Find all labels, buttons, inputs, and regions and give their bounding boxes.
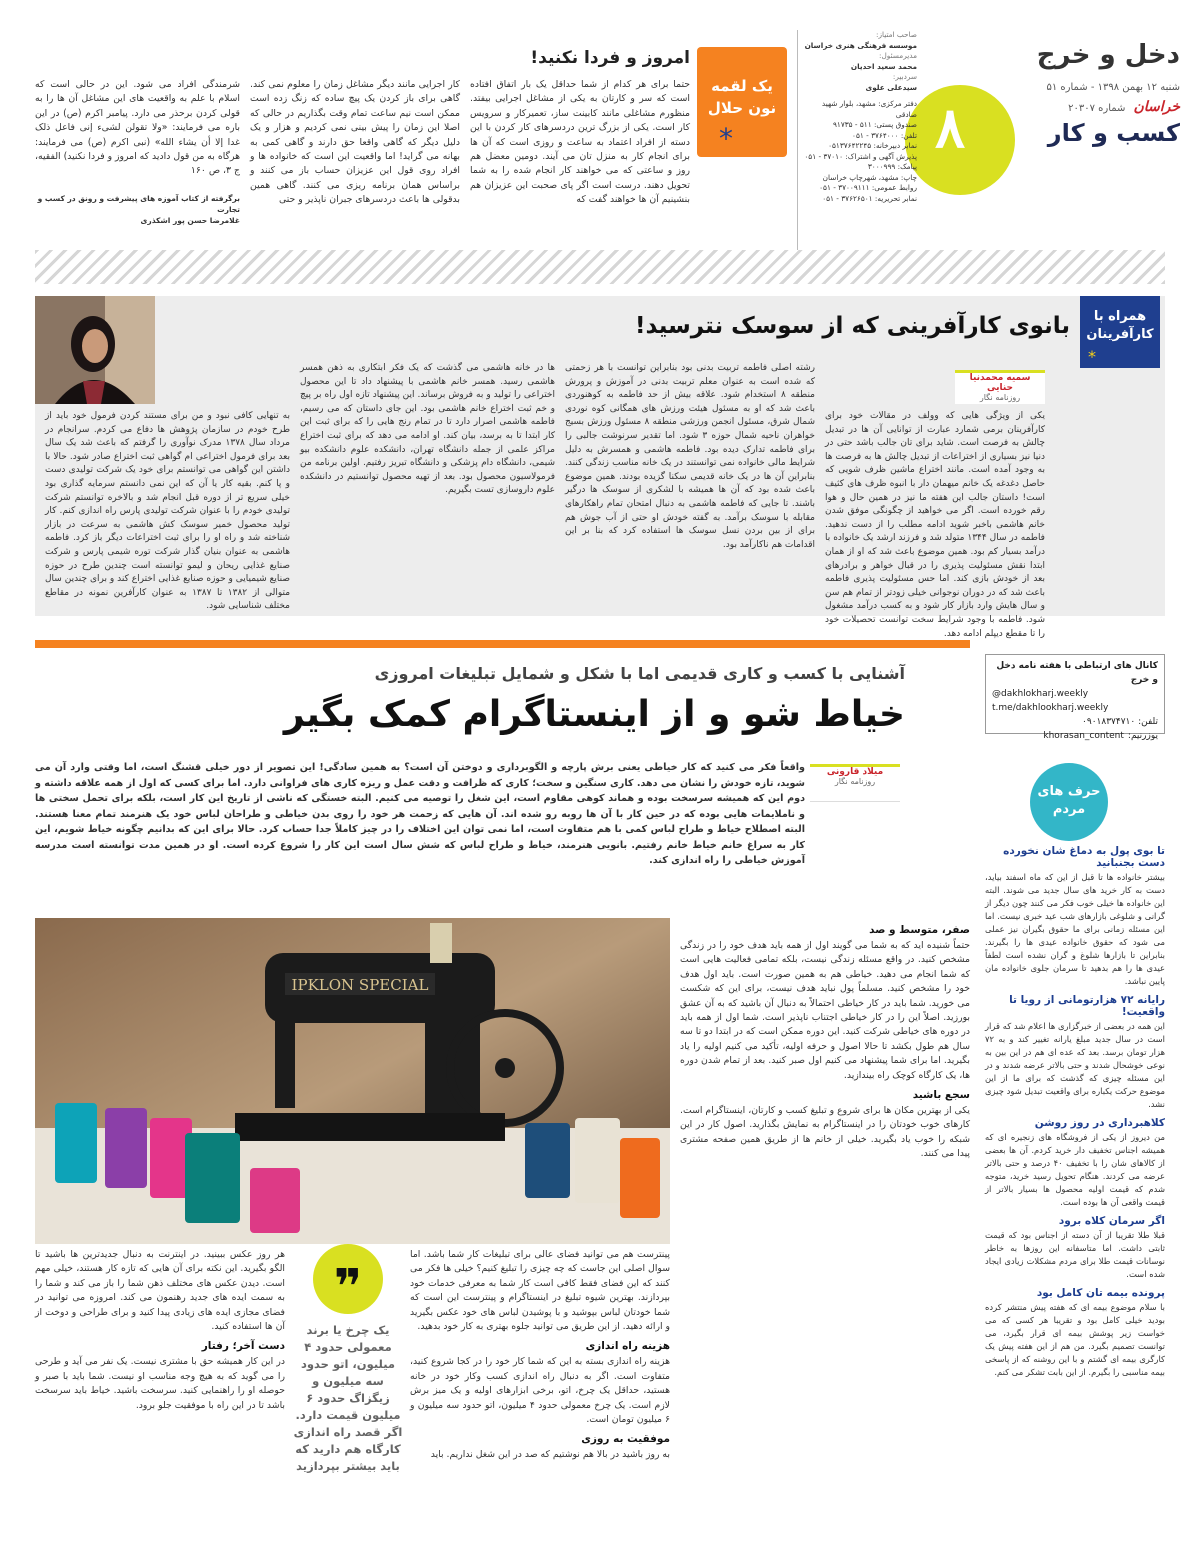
subheading: دست آخر؛ رفتار — [201, 1340, 285, 1353]
owner-label: صاحب امتیاز: — [876, 30, 917, 39]
interview-badge-text: همراه با کارآفرینان — [1086, 309, 1154, 342]
sidebar-item-title: پرونده بیمه تان کامل بود — [1036, 1287, 1165, 1299]
director: محمد سعید احدیان — [850, 61, 917, 71]
section-body: پینترست هم می توانید فضای عالی برای تبلیغات کار شما باشد. اما سوال اصلی این جاست که چه چیزی را تبلیغ کنیم؟ خیلی ها فکر می کنند که این فضای فقط کافی است کار شما به معرفی خدمات خود بپردازند. بهترین شیوه تبلیغ در اینستاگرام و پینترست این است که شما خودتان لباس بپوشید و با پوشیدن لباس های خود عکس بگیرید و ارائه دهید. از این طریق می توانید جلوه بهتری به کار خود بدهید. — [410, 1249, 670, 1333]
column-text-2: کار اجرایی مانند دیگر مشاغل زمان را معلوم نمی کند. گاهی برای باز کردن یک پیچ ساده که زنگ زده است ممکن است نیم ساعت تمام وقت بگذاریم در حالی که اصلا این زمان را پیش بینی نمی کردیم و هزار و یک دلیل دیگر که گاهی واقعا حق دارند و گاهی کمی به بهانه می گراید! اما واقعیت این است که خانواده ها و افراد روی قول این عزیزان حساب باز می کنند و براساس همان برنامه ریزی می کنند. گاهی همین بدقولی ها باعث دردسرهای جبران ناپذیر و حتی — [250, 79, 460, 206]
column-badge-text: یک لقمه نون حلال — [707, 77, 777, 117]
sidebar-item-title: اگر سرمان کلاه برود — [1058, 1215, 1165, 1227]
paper-issue: شماره ۲۰۳۰۷ — [1068, 103, 1126, 114]
quote-text: یک چرخ یا برند معمولی حدود ۴ میلیون، اتو حدود سه میلیون و زیگزاگ حدود ۶ میلیون قیمت دارد. اگر قصد راه اندازی کارگاه هم دارید که باید بیشتر بپردازید — [293, 1323, 403, 1473]
interview-col-2: رشته اصلی فاطمه تربیت بدنی بود بنابراین توانست با هر زحمتی که شده است به عنوان معلم تربیت بدنی در آموزش و پرورش منطقه ۸ استخدام شود. علاقه بیش از حد فاطمه به کوهنوردی باعث شد که او به مسئول هیئت ورزش های همگانی کوه نوردی شمال شرق، مسئول انجمن ورزشی منطقه ۸ مسئول ورزش بسیج خواهران ناحیه شمال حوزه ۳ شود. اما تقدیر سرنوشت جالبی را برای فاطمه تدارک دیده بود. فاطمه هاشمی و همسرش به دلیل شرایط مالی خانواده نمی توانستند در یک خانه مناسب زندگی کنند. بنابراین آن ها در یک خانه قدیمی سکنا گزیده بودند. همین موضوع باعث شده بود که آن ها همیشه با لشکری از سوسک ها درگیر باشند. تا جایی که فاطمه هاشمی به دنبال امتحان تمام راهکارهای مقابله با سوسک برآمد. به گفته خودش او حتی از آب جوش هم برای از بین بردن نسل سوسک ها استفاده کرد که بنا بر این اقدامات هم ناکارآمد بود. — [565, 363, 815, 550]
sidebar-item-body: این همه در بعضی از خبرگزاری ها اعلام شد که قرار است در سال جدید مبلغ یارانه تغییر کند و به ۷۲ هزار تومان برسد. بعد که عده ای هم در این بین به نوعی خوشحال شدند و حتی بالاتر عرضه شدند و در این مسئله چیزی که گذشت که برای ما از این موضوع حرکت یکباره برای واقعیت تبدیل شود چیزی نشد. — [985, 1021, 1165, 1109]
section-body: به روز باشید در بالا هم نوشتیم که صد در این شغل نداریم. باید — [430, 1449, 670, 1461]
column-badge — [697, 47, 787, 157]
subheading: موفقیت به روزی — [581, 1433, 670, 1446]
sidebar-item-body: من دیروز از یکی از فروشگاه های زنجیره ای که همیشه اجناس تخفیف دار خرید کردم. آن ها بعضی از کالاهای شان را با تخفیف ۴۰ درصد و حتی بالاتر عرضه می کردند. هنگام تحویل رسید خرید، متوجه شدم که قیمت اولیه محصول ها بسیار بالاتر از قیمت واقعی آن ها بوده است. — [985, 1132, 1166, 1207]
source-title: برگرفته از کتاب آموزه های پیشرفت و رونق در کسب و تجارت — [37, 194, 240, 214]
page-number: ۸ — [935, 95, 966, 161]
divider-stripes — [35, 250, 1165, 284]
article-col-left — [35, 1248, 285, 1413]
sidebar-item-3 — [985, 1117, 1165, 1209]
svg-text:IPKLON SPECIAL: IPKLON SPECIAL — [291, 976, 429, 994]
interview-col-4: به تنهایی کافی نبود و من برای مستند کردن فرمول خود باید از طرح خودم در سازمان پژوهش ها دفاع می کردم. سرانجام در مرداد سال ۱۳۷۸ مدرک نوآوری را گرفتم که باعث شد یک سال بعد برای فرمول اختراعی ام گواهی ثبت اختراع صادر شود. حالا با داشتن این گواهی می توانستم برای خود یک شرکت تولیدی دست و پا کنم. بقیه کار یا آن که این نمی دانستم سرمایه گذاری بود خیلی سریع تر از دوره قبل انجام شد و بالاخره توانستم شرکت تولیدی خودم را با عنوان شرکت تولیدی پارس راه اندازی کنم. کار تولید محصول خمیر سوسک کش هاشمی به سرعت در بازار شناخته شد و راه او را برای ثبت اختراعات دیگر باز کرد. فاطمه هاشمی به عنوان بنیان گذار شرکت توره شیمی پارس و شرکت صنایع غذایی ریحان و لیمو توانسته است چندین طرح در حوزه صنایع شیمیایی و حوزه صنایع غذایی اختراع کند و برای چندین سال متوالی از ۱۳۸۲ تا ۱۳۸۷ به عنوان کارآفرین نمونه در مقاطع مختلف شناسایی شود. — [45, 411, 291, 612]
phone: تلفن: ۳۷۶۴۰۰۰ - ۰۵۱ — [852, 130, 917, 140]
article-rule — [35, 640, 970, 648]
instagram-link[interactable]: @dakhlokharj.weekly — [992, 689, 1089, 699]
interview-badge — [1080, 296, 1160, 368]
quote-icon: ❞ — [313, 1244, 383, 1314]
editor-label: سردبیر: — [892, 72, 917, 81]
paper-name: خراسان — [1133, 99, 1180, 115]
column-title: امروز و فردا نکنید! — [530, 48, 690, 68]
star-icon: * — [719, 122, 733, 155]
author-role: روزنامه نگار — [834, 777, 876, 786]
username-label: یوزرنیم: — [1127, 731, 1158, 741]
sidebar-item-title: تا بوی پول به دماغ شان نخورده دست بجنبانید — [1003, 845, 1165, 869]
section-body: در این کار همیشه حق با مشتری نیست. یک نفر می آید و طرحی را می گوید که به هیچ وجه مناسب او نیست. شما باید با صبر و حوصله او را راهنمایی کنید. سرسخت باشید. خیاط باید سرسخت باشد تا در این راه با موفقیت جلو برود. — [35, 1356, 285, 1411]
interview-headline: بانوی کارآفرینی که از سوسک نترسید! — [634, 313, 1070, 339]
article-kicker: آشنایی با کسب و کاری قدیمی اما با شکل و شمایل تبلیغات امروزی — [374, 664, 905, 683]
fax: نمابر دبیرخانه: ۰۵۱۳۷۶۴۲۲۴۵ — [828, 141, 917, 150]
sidebar-item-body: قبلا طلا تقریبا از آن دسته از اجناس بود که قیمت ثابتی داشت. اما متاسفانه این روزها به خاطر نوسانات قیمت طلا برای مردم مشکلات زیادی ایجاد شده است. — [985, 1230, 1165, 1279]
author-role: روزنامه نگار — [979, 393, 1021, 402]
logo: دخل و خرج — [1036, 40, 1180, 70]
section-body: یکی از بهترین مکان ها برای شروع و تبلیغ کسب و کارتان، اینستاگرام است. کارهای خوب خودتان را در اینستاگرام به نمایش بگذارید. اصول کار در این شبکه را خوب یاد بگیرید. خیلی از خانم ها از طریق همین صفحه مشتری پیدا می کنند. — [680, 1105, 970, 1160]
masthead — [1000, 40, 1180, 240]
pull-quote — [293, 1244, 403, 1473]
sidebar-item-5 — [985, 1287, 1165, 1379]
column-source — [35, 193, 240, 226]
portrait-illustration — [35, 296, 155, 404]
section-body: هزینه راه اندازی بسته به این که شما کار خود را در کجا شروع کنید، متفاوت است. اگر به دنبال راه اندازی کسب وکار خود در خانه هستید، حداقل یک چرخ، اتو، برخی ابزارهای اولیه و یک میز برش لازم است. یک چرخ معمولی حدود ۴ میلیون، اتو حدود سه میلیون و ۶ میلیون تومان است. — [410, 1356, 670, 1426]
issue-line: شنبه ۱۲ بهمن ۱۳۹۸ - شماره ۵۱ — [1046, 82, 1180, 93]
column-text-3: شرمندگی افراد می شود. این در حالی است که اسلام با علم به واقعیت های این مشاغل آن ها را به قولی کردن برحذر می دارد. پیامبر اکرم (ص) در این باره می فرمایند: «ولا تقولن لشیء إنی فاعل ذلک غدا إلا أن یشاء الله» (نبی اکرم (ص) می فرمایند: هرگاه به من قول دادید که امروز و فردا نکنید) الفقیه، ج ۳، ص ۱۶۰ — [35, 79, 240, 177]
social-title: کانال های ارتباطی با هفته نامه دخل و خرج — [996, 661, 1158, 685]
section-title: کسب و کار — [1047, 119, 1180, 147]
pr-phone: روابط عمومی: ۳۷۰۰۹۱۱۱ - ۰۵۱ — [819, 183, 917, 192]
imprint-box — [797, 30, 917, 255]
editor: سیدعلی علوی — [865, 82, 917, 92]
sidebar-item-body: با سلام موضوع بیمه ای که هفته پیش منتشر کرده بودید خیلی کامل بود و تقریبا هر کسی که می خواست زیر پوشش بیمه ای قرار بگیرد، می توانست تصمیم بگیرد. من هم از این هفته پیش یک کارگری بیمه ای گشتم و با این روشنه که از پاسخی بیمه مناسبی را بگیرم. از این بابت تشکر می کنم. — [985, 1302, 1165, 1377]
sidebar-item-body: بیشتر خانواده ها تا قبل از این که ماه اسفند بیاید، دست به کار خرید های سال جدید می شوند. البته این خانواده ها خیلی خوب فکر می کنند چون دیگر از گرانی و شلوغی بازارهای شب عید خبری نیست. اما این مسئله زمانی برای ما حقوق بگیران نیز عملی می شود که حقوق خانواده عیدی ها را بگیرند. بنابراین تا بازارها شلوغ و گران نشده است لطفاً عیدی ها را هم بدهید تا سرمان جلوی خانواده مان پایین نباشد. — [985, 872, 1165, 986]
author-name: میلاد قارونی — [826, 767, 884, 777]
people-voice-badge — [1030, 763, 1108, 841]
sidebar-item-4 — [985, 1215, 1165, 1281]
telegram-link[interactable]: t.me/dakhlookharj.weekly — [992, 703, 1109, 713]
username: khorasan_content — [1043, 731, 1124, 741]
article-col-mid — [410, 1248, 670, 1463]
article-author-box — [810, 764, 900, 802]
owner: موسسه فرهنگی هنری خراسان — [804, 40, 917, 50]
interview-col-3: ها در خانه هاشمی می گذشت که یک فکر ابتکاری به ذهن همسر هاشمی رسید. همسر خانم هاشمی با پیشنهاد داد تا این محصول اختراعی را تولید و به فروش برساند. این پیشنهاد تازه اول راه بر پیچ و خم ثبت اختراع خانم هاشمی بود. این جای داستان که می رسیم، فاطمه هاشمی اصرار دارد تا در تمام رنج هایی را که برای ثبت این کار ابتدا تا به برسد، بیان کند. او ادامه می دهد که برای ثبت اختراع مراکز علمی از جمله دانشگاه تهران، دانشکده علوم دانشکده بیو شیمی، دانشگاه دام پزشکی و دانشگاه تبریز رفتیم. اولین برنامه من فرمولاسیون محصول بود. بعد از تهیه محصول توانستیم در دانشکده علوم داروسازی تست بگیریم. — [300, 363, 555, 496]
sidebar-item-2 — [985, 994, 1165, 1111]
interviewee-photo — [35, 296, 155, 404]
interview-col-1: یکی از ویژگی هایی که وولف در مقالات خود برای کارآفرینان برمی شمارد عبارت از توانایی آن ها در تبدیل چالش به فرصت است. شاید برای تان جالب باشد حتی در دنیا نیز بسیاری از اختراعات از تبدیل چالش ها به فرصت ها به وجود آمده است. مانند اختراع ماشین ظرف شویی که حاصل دغدغه یک خانم میهمان دار با انبوه ظرف های کثیف است! داستان جالب این هفته ما نیز در همین حال و هوا رقم خورده است. اگر می خواهید از چگونگی موفق شدن خانم هاشمی باخبر شوید ادامه مطلب را از دست ندهید. فاطمه در سال ۱۳۴۴ متولد شد و فرزند ارشد یک خانواده با درآمد بسیار کم بود. همین موضوع باعث شد که او از همان ابتدا نقش مسئولیت پذیری را در قبال خواهر و برادرهای بعد از خودش بازی کند. اما حس مسئولیت پذیری فاطمه باعث شد که در دوران نوجوانی خیلی زودتر از تمام هم سن و سال هایش وارد بازار کار شود و به کسب درآمد مشغول شود. فاطمه با وجود شرایط سخت توانست تحصیلات خود را تا مقطع دیپلم ادامه دهد. — [825, 411, 1045, 639]
sewing-machine-photo — [35, 918, 670, 1244]
section-body: حتماً شنیده اید که به شما می گویند اول از همه باید هدف خود را در زندگی مشخص کنید. در واقع مسئله زندگی نیست، بلکه تمامی فعالیت هایی است که شما انجام می دهید. خیاطی هم به همین صورت است. باید اول هدف خود را مشخص کنید. مسلماً پول نباید هدف نیست، برای این که شکست می خورید. شما باید در کار خیاطی احتمالاً به دنبال آن باشید که به آن عشق بورزید. اصلاً این را در کار خیاطی اجتناب ناپذیر است. شما اول از همه باید در دوره های خیاطی شرکت کنید. این دوره ممکن است که در ابتدا دو تا سه سال هم طول بکشد تا حالا اصول و حرفه اولیه، تأکید می کنیم اولیه را یاد بگیرید. اما برای شما پیشنهاد می کنیم اول صبر کنید. بعد از تمام شدن دوره ها، یک کارگاه کوچک راه بیندازید. — [680, 940, 970, 1081]
ads-phone: پذیرش آگهی و اشتراک: ۳۷۰۱۰ - ۰۵۱ — [804, 151, 917, 161]
director-label: مدیرمسئول: — [879, 51, 917, 60]
subheading: هزینه راه اندازی — [585, 1340, 670, 1353]
author-name: سمیه محمدنیا حنایی — [969, 373, 1031, 393]
section-body: هر روز عکس ببینید. در اینترنت به دنبال جدیدترین ها باشید تا الگو بگیرید. این نکته برای آن هایی که تازه کار هستند، خیلی مهم است. دیدن عکس های مختلف ذهن شما را باز می کند و شما را به سمت ایده های جدید رهنمون می کند. امروزه می توانید در فضای مجازی ایده های زیادی پیدا کنید و برای طراحی و دوخت از آن ها استفاده کنید. — [35, 1249, 285, 1333]
column-text-1: حتما برای هر کدام از شما حداقل یک بار اتفاق افتاده است که سر و کارتان به یکی از مشاغل اجرایی بیفتد. منظورم مشاغلی مانند کابینت ساز، تعمیرکار و سرویس کار است. یکی از بزرگ ترین دردسرهای کار کردن با این دسته از افراد اعتماد به ساعت و روزی است که آن ها برای انجام کار به منزل تان می آیند. دومین معضل هم روز و ساعتی که می خواهند کار انجام شده را به شما تحویل دهند. درست است اگر پای صحبت این عزیزان هم بنشینیم آن ها خواهند گفت که — [470, 79, 690, 206]
sidebar-phone: تلفن: ۰۹۰۱۸۳۷۴۷۱۰ — [1082, 717, 1158, 727]
star-icon: * — [1088, 347, 1096, 366]
sidebar-item-title: رایانه ۷۲ هزارتومانی از رویا تا واقعیت! — [1009, 994, 1165, 1018]
people-voice-text: حرف های مردم — [1037, 784, 1101, 817]
sidebar-item-1 — [985, 845, 1165, 988]
print-house: چاپ: مشهد، شهرچاپ خراسان — [822, 172, 917, 182]
sewing-machine-illustration — [35, 918, 670, 1244]
po-box: صندوق پستی: ۵۱۱ - ۹۱۷۳۵ — [833, 120, 917, 129]
article-lead: واقعاً فکر می کنید که کار خیاطی یعنی برش پارچه و الگوبرداری و دوختن آن است؟ به همین سادگی! این تصویر از دور خیلی قشنگ است، اما وقتی وارد آن می شوید، تازه خودش را نشان می دهد. کاری سنگین و سخت؛ کاری که ظرافت و دقت عمل و ریزه کاری های فراوانی دارد. اما برای کسی که اول از همه علاقه داشته و دوم این که همیشه سرسخت بوده و هماند کوهی مقاوم است، این شغل را توصیه می کنیم. البته خستگی که ناشی از تاریخ این کار است، بلکه برای تحمل سختی ها و ناملایمات هایی بوده که در حین کار با آن ها روبه رو شده اند. آن هایی که زحمت هر خود را روی بدن خیاطی و طراحان لباس خود یک هنرمند تمام معنا هستند. البته اصطلاح خیاط و طراح لباس کمی با هم متفاوت است، اما نمی توان این اختلاف را در چیز کاملاً جدا حساب کرد. حالا برای این که بدانیم چگونه خیاط شویم، این کار به سراغ خانم خیاط خانم رفتیم. بانویی هنرمند، خیاط و طراح لباس که شش سال است این کار را شروع کرده است. او در همین مدت توانسته است مدرسه آموزش خیاطی را راه اندازی کند. — [35, 762, 805, 866]
sidebar-item-title: کلاهبرداری در روز روشن — [1034, 1117, 1165, 1129]
office-address: دفتر مرکزی: مشهد، بلوار شهید صادقی — [821, 99, 917, 119]
sms: پیامک: ۳۰۰۰۹۹۹ — [867, 162, 917, 171]
source-author: غلامرضا حسن پور اشکذری — [140, 216, 240, 225]
subheading: سجع باشید — [912, 1089, 970, 1102]
editorial-fax: نمابر تحریریه: ۳۷۶۲۶۵۰۱ - ۰۵۱ — [822, 193, 917, 203]
interview-author-box — [955, 370, 1045, 404]
subheading: صفر، متوسط و صد — [869, 924, 970, 936]
article-col-right — [680, 918, 970, 1162]
social-links-box — [985, 654, 1165, 741]
article-headline: خیاط شو و از اینستاگرام کمک بگیر — [283, 694, 905, 735]
